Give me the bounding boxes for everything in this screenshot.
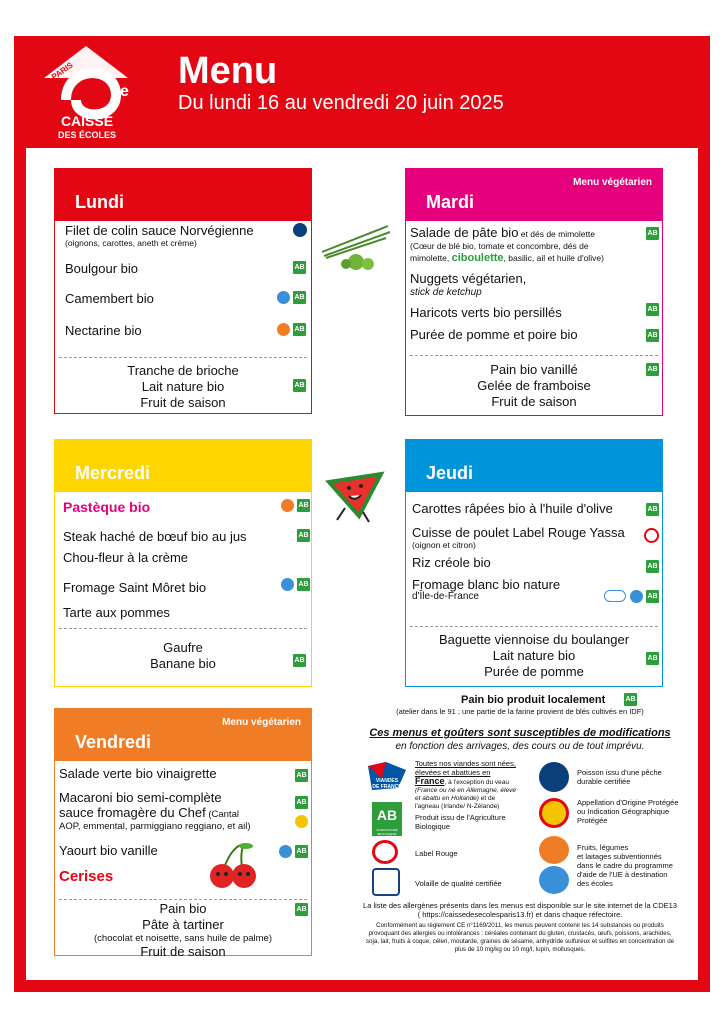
lundi-gouter-1: Tranche de brioche: [127, 363, 239, 378]
vendredi-title: Vendredi: [75, 732, 152, 752]
vendredi-dish-2b-note: (Cantal: [205, 809, 239, 820]
mardi-note-c: , basilic, ail et huile d'olive): [503, 253, 604, 263]
frame-right: [698, 36, 710, 992]
legend-viandes-4: (France ou né en Allemagne, élevé: [415, 787, 516, 794]
footer-line-1: La liste des allergènes présents dans les menus est disponible sur le site internet de la CDE13: [363, 901, 677, 910]
jeudi-dish-1: Carottes râpées bio à l'huile d'olive: [412, 501, 613, 516]
ab-icon: AB: [295, 796, 308, 809]
ab-icon: AB: [295, 903, 308, 916]
vendredi-gouter-4: Fruit de saison: [140, 944, 226, 959]
legend-ue-2: et laitages subventionnés: [577, 852, 662, 861]
ab-icon: AB: [297, 499, 310, 512]
fruit-school-icon: [281, 499, 294, 512]
page-subtitle: Du lundi 16 au vendredi 20 juin 2025: [178, 92, 504, 114]
ab-large-icon: [372, 802, 402, 836]
ab-icon: AB: [624, 693, 637, 706]
logo-line2: DES ÉCOLES: [57, 130, 117, 140]
ab-icon: AB: [646, 652, 659, 665]
vendredi-tag: Menu végétarien: [222, 717, 301, 728]
lundi-dish-2: Boulgour bio: [65, 261, 138, 276]
card-mercredi: [54, 439, 312, 687]
msc-large-icon: [539, 762, 569, 792]
jeudi-dish-2-note: (oignon et citron): [412, 540, 476, 550]
lundi-dish-3: Camembert bio: [65, 291, 154, 306]
ab-icon: AB: [646, 590, 659, 603]
mardi-note-a: mimolette,: [410, 253, 452, 263]
vendredi-dish-1: Salade verte bio vinaigrette: [59, 766, 217, 781]
mercredi-dish-4: Fromage Saint Môret bio: [63, 580, 207, 595]
ab-icon: AB: [646, 303, 659, 316]
jeudi-gouter: [406, 632, 662, 680]
mardi-dish-1-note: (Cœur de blé bio, tomate et concombre, dés de: [410, 241, 589, 251]
mercredi-gouter-1: Gaufre: [163, 640, 203, 655]
mardi-dish-1-main: Salade de pâte bio: [410, 225, 519, 240]
mercredi-dish-2: Steak haché de bœuf bio au jus: [63, 529, 247, 544]
lundi-gouter-2: Lait nature bio: [141, 379, 225, 394]
mardi-tag: Menu végétarien: [573, 177, 652, 188]
divider: [410, 355, 658, 356]
ab-icon: AB: [646, 363, 659, 376]
legend-ue-4: d'aide de l'UE à destination: [577, 870, 668, 879]
vendredi-dish-2a: Macaroni bio semi-complète: [59, 790, 222, 805]
pain-local-note: (atelier dans le 91 ; une partie de la farine provient de blés cultivés en IDF): [396, 707, 644, 716]
card-vendredi: [54, 708, 312, 959]
legend-volaille: Volaille de qualité certifiée: [415, 879, 502, 888]
logo-suffix: e: [120, 83, 129, 100]
warning-title: Ces menus et goûters sont susceptibles de modifications: [369, 727, 671, 739]
logo-paris: PARIS: [49, 60, 75, 82]
ab-icon: AB: [646, 227, 659, 240]
ab-icon: AB: [646, 503, 659, 516]
footer-line-6: plus de 10 mg/kg ou 10 mg/l, lupin, mollusques.: [454, 946, 586, 953]
page-title: Menu: [178, 50, 278, 92]
legend-ab-2: Biologique: [415, 822, 451, 831]
lait-ecole-icon: [539, 866, 569, 894]
ab-icon: AB: [293, 654, 306, 667]
mercredi-title: Mercredi: [75, 463, 151, 483]
legend-ue-5: des écoles: [577, 879, 613, 888]
footer-line-4: provoquant des allergies ou intolérances : céréales contenant du gluten, crustacés, œufs, poissons, arachides,: [368, 930, 672, 937]
jeudi-gouter-2: Lait nature bio: [492, 648, 576, 663]
legend-ue-1: Fruits, légumes: [577, 843, 629, 852]
ab-icon: AB: [293, 379, 306, 392]
warning-sub: en fonction des arrivages, des cours ou de tout imprévu.: [395, 741, 645, 752]
eu-school-icon: [630, 590, 643, 603]
vendredi-dish-2b: [59, 805, 239, 820]
jeudi-dish-4: Fromage blanc bio nature: [412, 577, 561, 592]
lundi-title: Lundi: [75, 192, 124, 212]
legend-aop-1: Appellation d'Origine Protégée: [577, 798, 679, 807]
mercredi-dish-1: Pastèque bio: [63, 499, 151, 515]
mardi-note-b: ciboulette: [451, 252, 504, 264]
lundi-gouter: [55, 363, 311, 411]
vendredi-dish-4: Cerises: [59, 868, 114, 885]
eu-school-icon: [281, 578, 294, 591]
vendredi-dish-2b-main: sauce fromagère du Chef: [59, 805, 206, 820]
legend-viandes-6: l'agneau (Irlande/ N-Zélande): [415, 803, 500, 810]
ab-logo-text: AB: [376, 807, 398, 823]
legend-ab-1: Produit issu de l'Agriculture: [415, 813, 506, 822]
legend-viandes-1: Toutes nos viandes sont nées,: [415, 759, 516, 768]
legend-aop-3: Protégée: [577, 816, 608, 825]
vendredi-dish-2c: AOP, emmental, parmiggiano reggiano, et ail): [59, 821, 251, 832]
legend-viandes-5a: et abattu en Hollande): [415, 795, 479, 802]
vendredi-gouter-3: (chocolat et noisette, sans huile de palme): [94, 933, 272, 944]
mardi-gouter-2: Gelée de framboise: [477, 378, 591, 393]
pain-local-title: Pain bio produit localement: [461, 694, 606, 706]
mardi-dish-2-note: stick de ketchup: [410, 287, 482, 298]
chives-illustration: [318, 222, 394, 272]
lundi-dish-1: Filet de colin sauce Norvégienne: [65, 223, 254, 238]
jeudi-header: [406, 440, 662, 492]
footer-line-5: soja, lait, fruits à coque, céleri, moutarde, graines de sésame, anhydride sulfureux et sulfites en concentration de: [365, 938, 675, 945]
footer-line-2: ( https://caissedesecolesparis13.fr) et dans chaque réfectoire.: [417, 910, 623, 919]
divider: [59, 899, 307, 900]
vendredi-gouter-1: Pain bio: [159, 901, 207, 916]
legend-peche-2: durable certifiée: [577, 777, 631, 786]
label-rouge-large-icon: [372, 840, 398, 864]
ab-icon: AB: [295, 845, 308, 858]
logo-num: 13: [80, 92, 92, 103]
jeudi-gouter-3: Purée de pomme: [484, 664, 584, 679]
ab-icon: AB: [297, 578, 310, 591]
jeudi-dish-4-note: d'Île-de-France: [412, 591, 479, 602]
aop-large-icon: [539, 798, 569, 828]
vendredi-dish-3: Yaourt bio vanille: [59, 843, 158, 858]
legend-viandes-3a: France: [415, 776, 445, 786]
eu-school-icon: [277, 291, 290, 304]
mardi-dish-1-note2: [410, 252, 604, 264]
card-lundi: [54, 168, 312, 414]
legend-viandes-3b: , à l'exception du veau: [444, 779, 509, 786]
viandes-logo-1: VIANDES: [375, 778, 399, 784]
label-rouge-icon: [644, 528, 659, 543]
lundi-dish-4: Nectarine bio: [65, 323, 142, 338]
jeudi-title: Jeudi: [426, 463, 474, 483]
viandes-logo-2: DE FRANCE: [372, 784, 402, 790]
legend-viandes-2: élevées et abattues en: [415, 768, 491, 777]
frame-left: [14, 36, 26, 992]
divider: [410, 626, 658, 627]
mardi-title: Mardi: [426, 192, 475, 212]
card-mardi: [405, 168, 663, 416]
aop-icon: [295, 815, 308, 828]
mardi-header: [406, 169, 662, 221]
fruit-school-icon: [277, 323, 290, 336]
vendredi-gouter: [55, 901, 311, 960]
ab-icon: AB: [646, 560, 659, 573]
legend-viandes-5b: et de: [478, 795, 496, 802]
mardi-dish-1-extra: et dés de mimolette: [518, 229, 595, 239]
lundi-gouter-3: Fruit de saison: [140, 395, 226, 410]
jeudi-dish-2: Cuisse de poulet Label Rouge Yassa: [412, 525, 625, 540]
mardi-gouter: [406, 362, 662, 410]
caisse-des-ecoles-logo: [36, 40, 138, 142]
mardi-gouter-1: Pain bio vanillé: [490, 362, 578, 377]
frame-bottom: [14, 980, 710, 992]
footer-line-3: Conformément au règlement CE n°1169/2011, les menus peuvent contenir les 14 substances ou produits: [376, 922, 664, 929]
jeudi-gouter-1: Baguette viennoise du boulanger: [438, 632, 630, 647]
ab-icon: AB: [293, 323, 306, 336]
allergen-footer: [330, 901, 710, 954]
mercredi-dish-3: Chou-fleur à la crème: [63, 550, 188, 565]
logo-line1: CAISSE: [60, 113, 114, 129]
legend-lr: Label Rouge: [415, 849, 458, 858]
mardi-dish-2: Nuggets végétarien,: [410, 271, 527, 286]
volaille-icon: [372, 868, 400, 896]
mercredi-header: [55, 440, 311, 492]
vendredi-gouter-2: Pâte à tartiner: [142, 917, 224, 932]
divider: [59, 357, 307, 358]
ab-logo-sub: AGRICULTURE BIOLOGIQUE: [376, 828, 398, 836]
fruits-ecole-icon: [539, 836, 569, 864]
eu-school-icon: [279, 845, 292, 858]
legend-peche-1: Poisson issu d'une pêche: [577, 768, 662, 777]
legend-ue-3: dans le cadre du programme: [577, 861, 673, 870]
jeudi-dish-3: Riz créole bio: [412, 555, 491, 570]
mardi-dish-4: Purée de pomme et poire bio: [410, 327, 578, 342]
msc-icon: [293, 223, 307, 237]
mercredi-gouter: [55, 640, 311, 672]
ab-icon: AB: [297, 529, 310, 542]
divider: [59, 628, 307, 629]
mercredi-dish-5: Tarte aux pommes: [63, 605, 170, 620]
lundi-header: [55, 169, 311, 221]
mardi-dish-3: Haricots verts bio persillés: [410, 305, 562, 320]
viandes-de-france-icon: [362, 760, 412, 796]
mardi-dish-1: [410, 225, 595, 240]
idf-icon: [604, 590, 626, 602]
lundi-dish-1-note: (oignons, carottes, aneth et crème): [65, 238, 197, 248]
ab-icon: AB: [293, 261, 306, 274]
legend-aop-2: ou Indication Géographique: [577, 807, 670, 816]
card-jeudi: [405, 439, 663, 687]
watermelon-illustration: [325, 468, 385, 526]
ab-icon: AB: [646, 329, 659, 342]
mercredi-gouter-2: Banane bio: [150, 656, 216, 671]
ab-icon: AB: [293, 291, 306, 304]
ab-icon: AB: [295, 769, 308, 782]
mardi-gouter-3: Fruit de saison: [491, 394, 577, 409]
vendredi-header: [55, 709, 311, 761]
cherries-illustration: [204, 842, 260, 892]
